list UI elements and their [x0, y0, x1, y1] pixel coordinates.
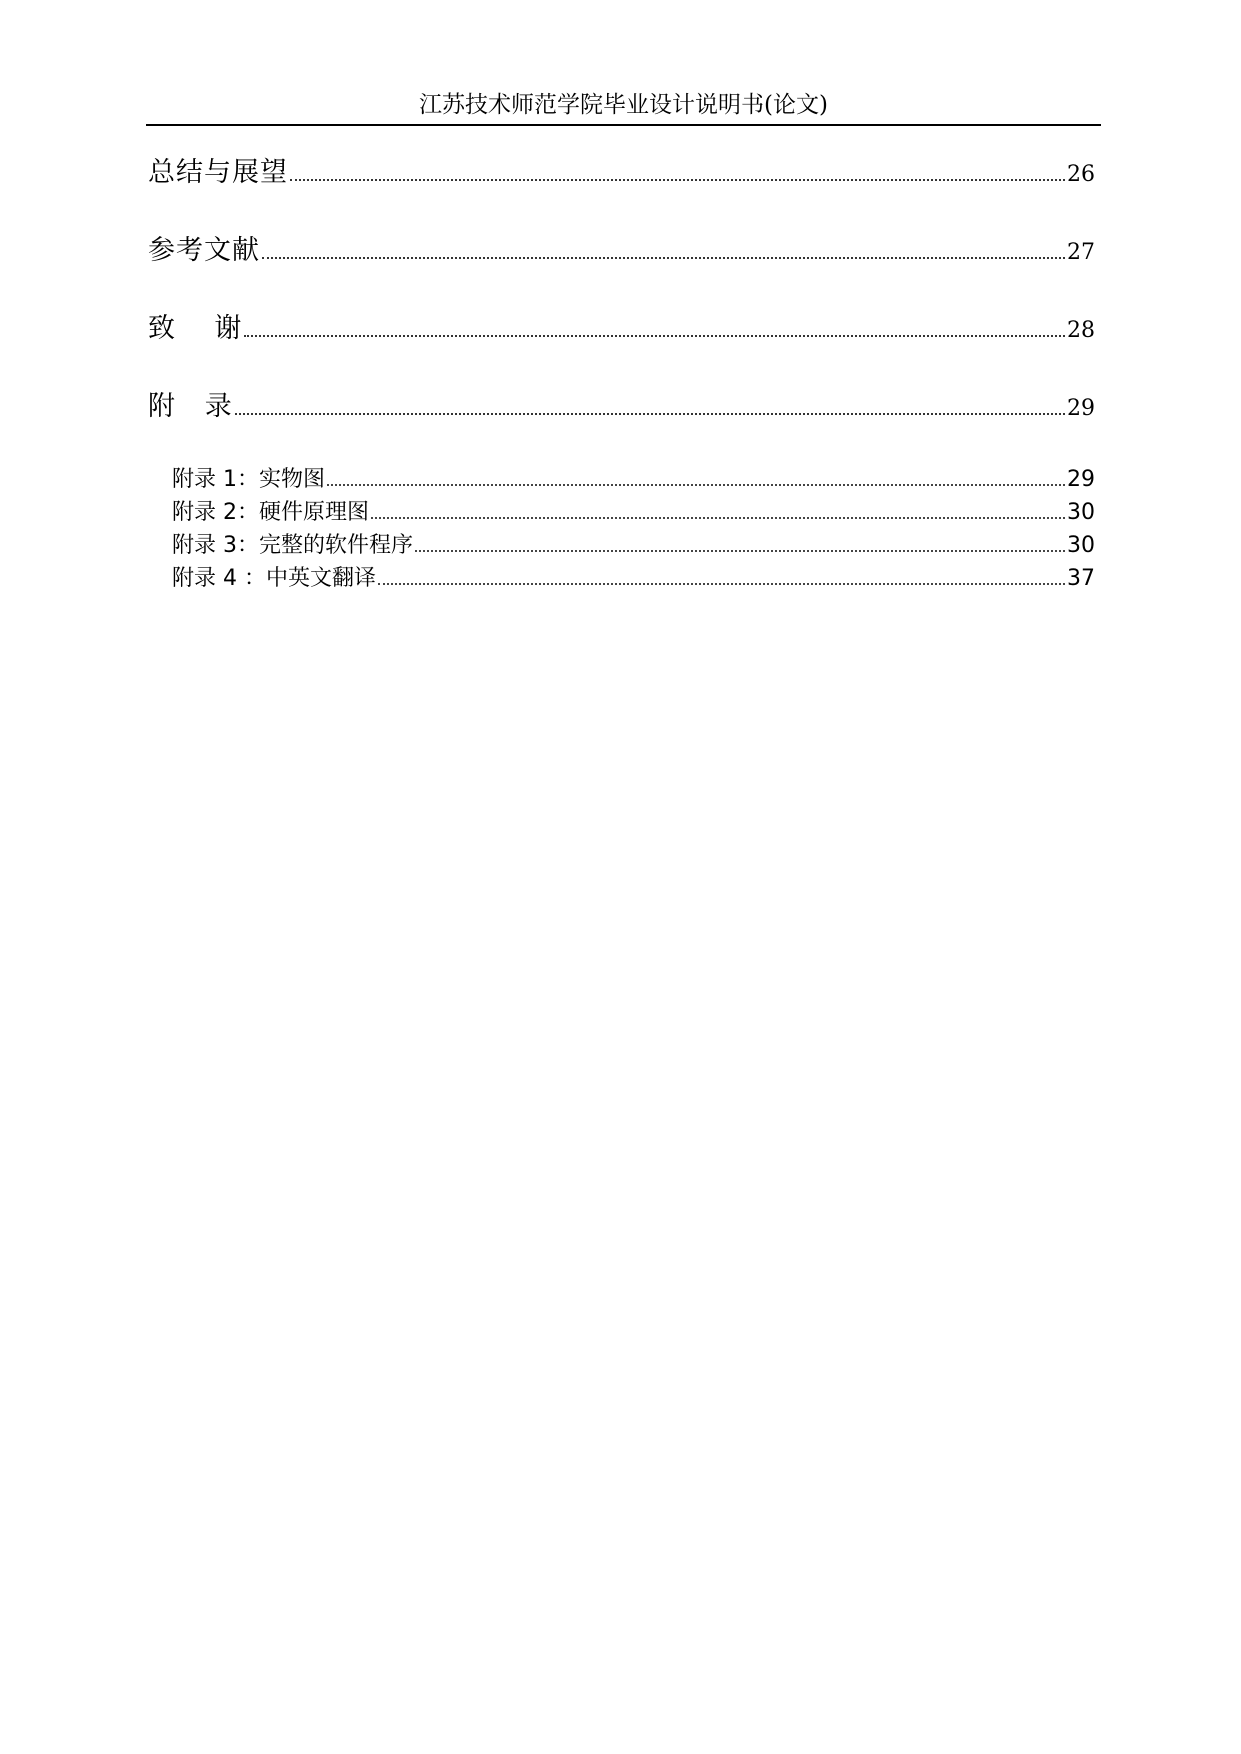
toc-entry-title: 参考文献: [148, 235, 260, 266]
toc-entry-references[interactable]: [148, 228, 1095, 306]
toc-entry-title: 附录 4 ：中英文翻译: [172, 566, 376, 591]
toc-entry-title: 附 录: [148, 391, 233, 422]
toc-entry-page: 30: [1067, 533, 1095, 558]
toc-subentry-appendix-2[interactable]: [148, 495, 1095, 528]
toc-entry-page: 26: [1067, 162, 1095, 187]
dot-leader: [235, 413, 1065, 415]
dot-leader: [290, 179, 1065, 181]
toc-entry-title: 附录 2：硬件原理图: [172, 500, 369, 525]
dot-leader: [415, 550, 1065, 552]
toc-entry-page: 30: [1067, 500, 1095, 525]
toc-entry-page: 29: [1067, 467, 1095, 492]
page-header: 江苏技术师范学院毕业设计说明书(论文): [146, 86, 1101, 126]
toc-subentry-appendix-3[interactable]: [148, 528, 1095, 561]
toc-entry-acknowledgements[interactable]: [148, 306, 1095, 384]
toc-entry-title: 致 谢: [148, 313, 243, 344]
dot-leader: [262, 257, 1065, 259]
toc-entry-appendix[interactable]: [148, 384, 1095, 462]
toc-entry-title: 附录 3：完整的软件程序: [172, 533, 413, 558]
table-of-contents: [148, 150, 1095, 594]
toc-entry-summary[interactable]: [148, 150, 1095, 228]
toc-entry-title: 总结与展望: [148, 157, 288, 188]
dot-leader: [371, 517, 1065, 519]
toc-subentry-appendix-4[interactable]: [148, 561, 1095, 594]
toc-entry-page: 27: [1067, 240, 1095, 265]
dot-leader: [244, 335, 1065, 337]
toc-entry-page: 29: [1067, 396, 1095, 421]
toc-entry-page: 37: [1067, 566, 1095, 591]
toc-entry-page: 28: [1067, 318, 1095, 343]
toc-subentry-appendix-1[interactable]: [148, 462, 1095, 495]
dot-leader: [378, 583, 1065, 585]
dot-leader: [327, 484, 1065, 486]
toc-entry-title: 附录 1：实物图: [172, 467, 325, 492]
